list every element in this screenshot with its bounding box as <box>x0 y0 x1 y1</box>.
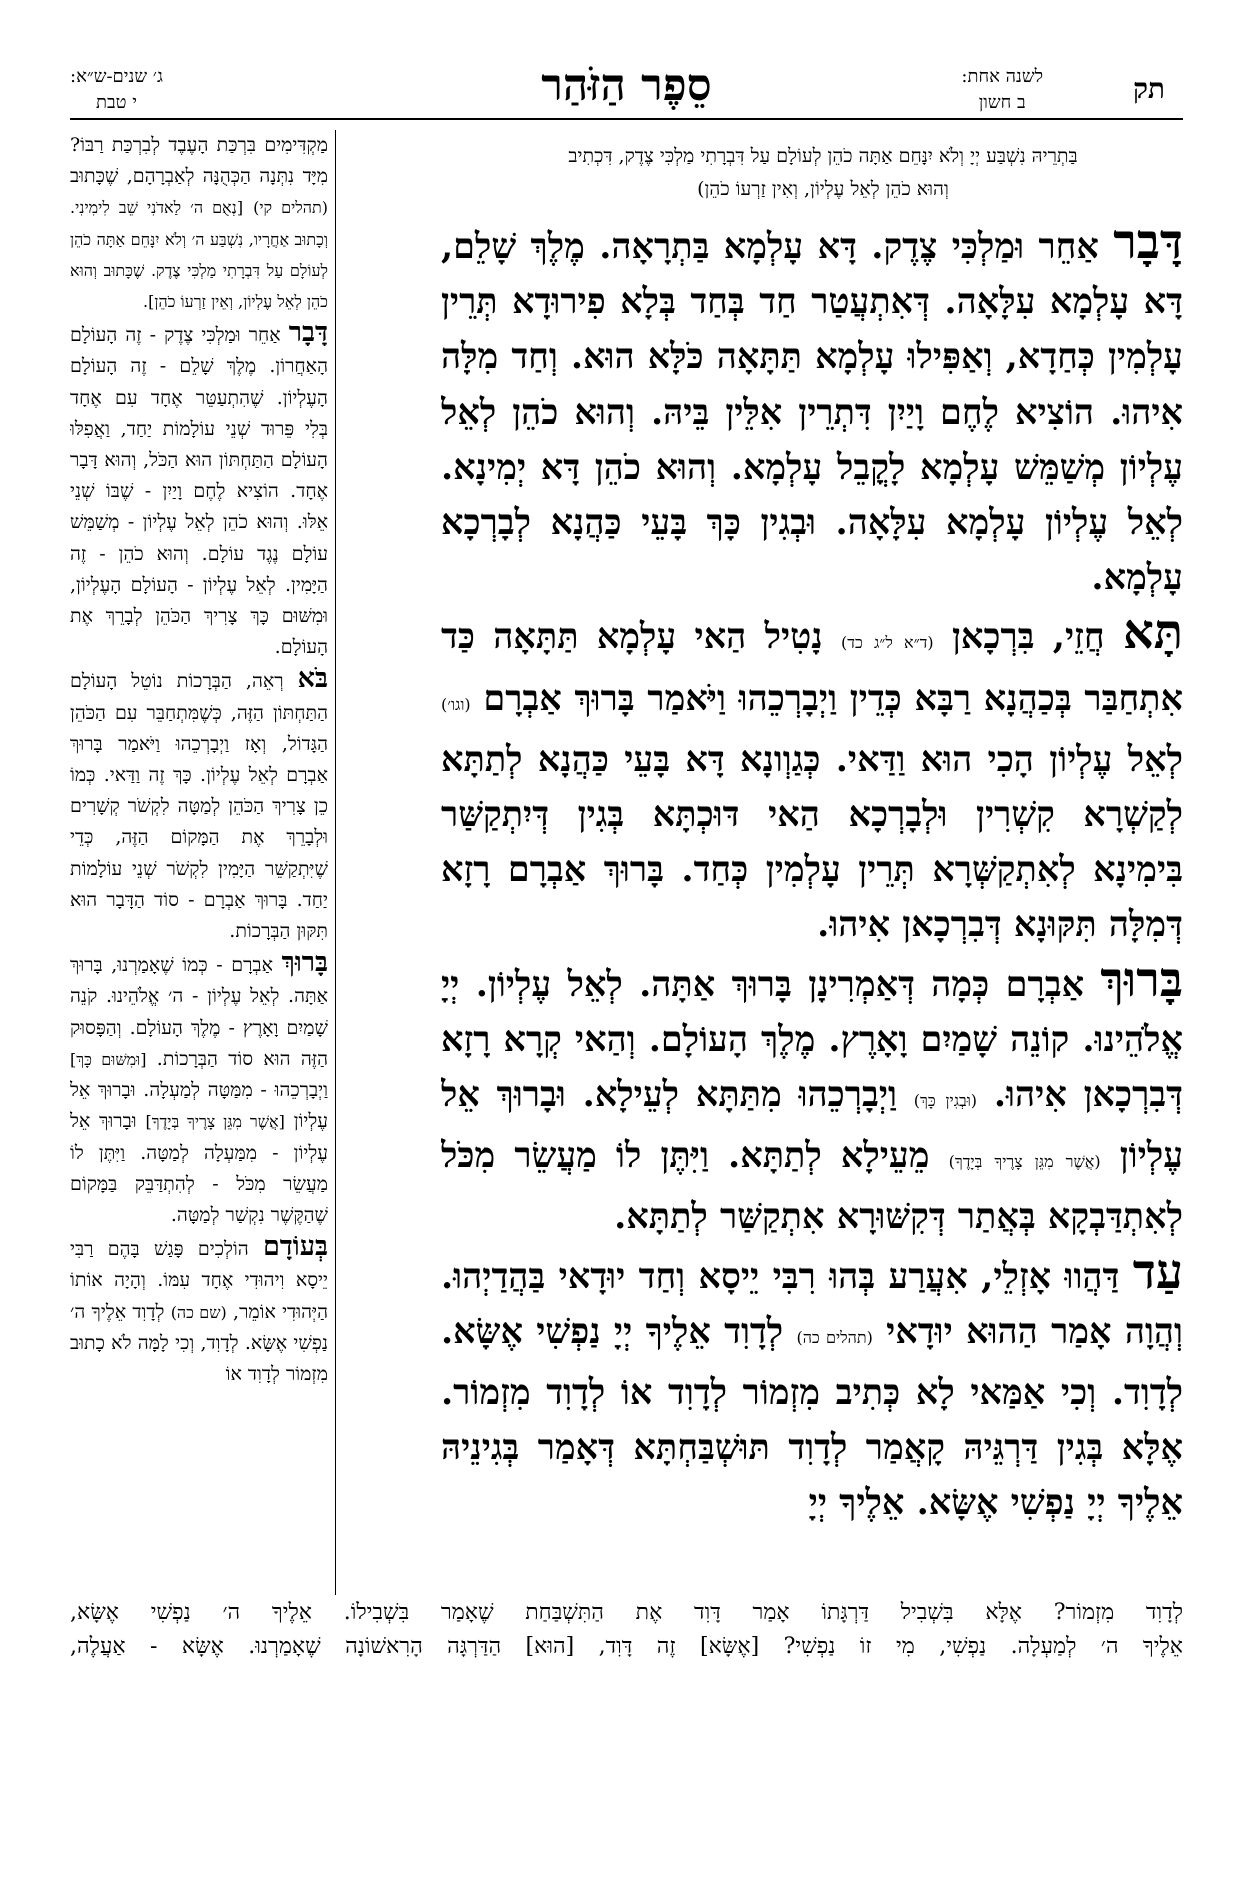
side-paragraph-1 <box>70 317 328 663</box>
opening-word: עַד <box>1132 1243 1183 1300</box>
paragraph-text: וּבָרוּךְ אֵל עֶלְיוֹן - מִמַּעְלָה לְמַטָּה. וַיִּתֶּן לוֹ מַעֲשֵׂר מִכֹּל - לְהִתְדַּבֵּק בַּמָּקוֹם שֶׁהַקֶּשֶׁר נִקְשַׁר לְמַטָּה. <box>70 1110 328 1226</box>
column-divider <box>335 130 336 1595</box>
source-reference: (תהלים קי) <box>253 198 328 218</box>
main-paragraph-3 <box>441 953 1183 1245</box>
page-number: תק <box>1132 72 1165 105</box>
paragraph-text: נָטִיל הַאי עָלְמָא תַּתָּאָה כַּד אִתְחַבַּר בְּכַהֲנָא רַבָּא כְּדֵין וַיְבָרְכֵהוּ וַיֹּאמַר בָּרוּךְ אַבְרָם <box>441 616 1183 719</box>
header-left-dates <box>70 64 163 116</box>
bottom-line-1: לְדָוִד מִזְמוֹר? אֶלָּא בִּשְׁבִיל דַּרְגָּתוֹ אָמַר דָּוִד אֶת הַתִּשְׁבַּחַת שֶׁאָמַר בִּשְׁבִילוֹ. אֵלֶיךָ ה׳ נַפְשִׁי אֶשָּׂא, <box>70 1600 1183 1625</box>
side-paragraph-4 <box>70 1231 328 1390</box>
source-reference: (ד״א ל״ג כד) <box>841 633 934 653</box>
opening-word: בָּרוּךְ <box>1100 951 1183 1008</box>
source-reference: (וגו׳) <box>441 694 471 714</box>
paragraph-text: אַבְרָם כְּמָה דְּאַמְרִינָן בָּרוּךְ אַתָּה. לְאֵל עֶלְיוֹן. יְיָ אֱלֹהֵינוּ. קוֹנֵה שָׁמַיִם וָאָרֶץ. מֶלֶךְ הָעוֹלָם. וְהַאי קְרָא רָזָא דְּבִרְכָאן אִיהוּ. <box>441 963 1183 1116</box>
opening-word: בָּרוּךְ <box>281 947 328 979</box>
paragraph-text: לְאֵל עֶלְיוֹן הָכִי הוּא וַדַּאי. כְּגַוְונָא דָּא בָּעֵי כַּהֲנָא לְתַתָּא לְקַשְׁרָא קִשְׁרִין וּלְבָרְכָא הַאי דּוּכְתָּא בְּגִין דְּיִתְקַשַּׁר בִּימִינָא לְאִתְקַשְּׁרָא תְּרֵין עָלְמִין כְּחַד. בָּרוּךְ אַבְרָם רָזָא דְּמִלָּה תִּקּוּנָא דְּבִרְכָאן אִיהוּ. <box>441 738 1183 946</box>
opening-word: דָּבָר <box>1113 215 1183 270</box>
paragraph-text: רְאֵה, הַבְּרָכוֹת נוֹטֵל הָעוֹלָם הַתַּחְתּוֹן הַזֶּה, כְּשֶׁמִּתְחַבֵּר עִם הַכֹּהֵן הַגָּדוֹל, וְאָז וַיְבָרְכֵהוּ וַיֹּאמַר בָּרוּךְ אַבְרָם לְאֵל עֶלְיוֹן. כָּךְ זֶה וַדַּאי. כְּמוֹ כֵן צָרִיךְ הַכֹּהֵן לְמַטָּה לִקְשֹׁר קְשָׁרִים וּלְבָרֵךְ אֶת הַמָּקוֹם הַזֶּה, כְּדֵי שֶׁיִּתְקַשֵּׁר הַיָּמִין לִקְשֹׁר שְׁנֵי עוֹלָמוֹת יַחַד. בָּרוּךְ אַבְרָם - סוֹד הַדָּבָר הוּא תִּקּוּן הַבְּרָכוֹת. <box>70 670 328 943</box>
paragraph-text: לְדָוִד אֵלֶיךָ יְיָ נַפְשִׁי אֶשָּׂא. לְדָוִד. וְכִי אַמַּאי לָא כְּתִיב מִזְמוֹר לְדָוִד אוֹ לְדָוִד מִזְמוֹר. אֶלָּא בְּגִין דַּרְגֵּיהּ קָאֲמַר לְדָוִד תּוּשְׁבַּחְתָּא דְּאָמַר בְּגִינֵיהּ אֵלֶיךָ יְיָ נַפְשִׁי אֶשָּׂא. אֵלֶיךָ יְיָ <box>441 1310 1183 1524</box>
opening-word: בֹּא <box>297 663 328 695</box>
opening-word: בְּעוֹדָם <box>262 1231 328 1263</box>
top-note-line2: וְהוּא כֹהֵן לְאֵל עֶלְיוֹן, וְאִין זַרְעוֹ כֹהֵן) <box>697 178 949 200</box>
opening-word: תָּא <box>1122 604 1183 661</box>
paragraph-text: אַחֵר וּמַלְכִּי צֶדֶק - זֶה הָעוֹלָם הָאַחֲרוֹן. מֶלֶךְ שָׁלֵם - זֶה הָעוֹלָם הָעֶלְיוֹן. שֶׁהִתְעַטֵּר אֶחָד עִם אֶחָד בְּלִי פֵּרוּד שְׁנֵי עוֹלָמוֹת יַחַד, וַאֲפִלּוּ הָעוֹלָם הַתַּחְתּוֹן הוּא הַכֹּל, וְהוּא דָּבָר אֶחָד. הוֹצִיא לֶחֶם וָיַיִן - שֶׁבּוֹ שְׁנֵי אֵלּוּ. וְהוּא כֹהֵן לְאֵל עֶלְיוֹן - מְשַׁמֵּשׁ עוֹלָם נֶגֶד עוֹלָם. וְהוּא כֹהֵן - זֶה הַיָּמִין. לְאֵל עֶלְיוֹן - הָעוֹלָם הָעֶלְיוֹן, וּמִשּׁוּם כָּךְ צָרִיךְ הַכֹּהֵן לְבָרֵךְ אֶת הָעוֹלָם. <box>70 324 328 659</box>
aramaic-main-column <box>441 215 1183 1590</box>
top-note-line1: בַּתְרֵיהּ נִשְׁבַּע יְיָ וְלֹא יִנָּחֵם אַתָּה כֹהֵן לְעוֹלָם עַל דִּבְרָתִי מַלְכִּי צֶדֶק, דִּכְתִיב <box>568 145 1078 167</box>
page-header <box>0 58 1253 118</box>
paragraph-text: וַיְבָרְכֵהוּ - מִמַּטָּה לְמַעְלָה. וּבָרוּךְ אֵל עֶלְיוֹן <box>70 1079 328 1133</box>
main-paragraph-2 <box>441 605 1183 952</box>
source-reference: (שם כה) <box>170 1302 227 1322</box>
paragraph-text: הוֹלְכִים פָּגַשׁ בָּהֶם רַבִּי יֵיסָא וִיהוּדִי אֶחָד עִמּוֹ. וְהָיָה אוֹתוֹ הַיְּהוּדִי אוֹמֵר, <box>70 1238 328 1323</box>
side-paragraph-0 <box>70 130 328 317</box>
paragraph-text: מַקְדִּימִים בִּרְכַּת הָעֶבֶד לְבִרְכַּת רַבּוֹ? מִיָּד נִתְּנָה הַכְּהֻנָּה לְאַבְרָהָם, שֶׁכָּתוּב <box>70 134 328 188</box>
main-paragraph-1 <box>441 215 1183 605</box>
header-left-line1: ג׳ שנים-ש״א: <box>70 66 163 87</box>
header-left-line2: י טבת <box>95 92 137 113</box>
top-note <box>463 140 1183 206</box>
source-reference: (אֲשֶׁר מִגֵּן צָרֶיךָ בְּיָדֶךָ) <box>948 1152 1101 1172</box>
bracketed-note: [אֲשֶׁר מִגֵּן צָרֶיךָ בְּיָדֶךָ] <box>145 1112 285 1132</box>
paragraph-text: וַיְבָרְכֵהוּ מִתַּתָּא לְעֵילָא. וּבָרוּךְ אֵל עֶלְיוֹן <box>441 1074 1183 1177</box>
side-paragraph-3 <box>70 947 328 1231</box>
paragraph-text: אַחֵר וּמַלְכִּי צֶדֶק. דָּא עָלְמָא בַּתְרָאָה. מֶלֶךְ שָׁלֵם, דָּא עָלְמָא עִלָּאָה. דְּאִתְעֲטַר חַד בְּחַד בְּלָא פִירוּדָא תְּרֵין עָלְמִין כְּחַדָא, וְאַפִּילוּ עָלְמָא תַּתָּאָה כֹּלָּא הוּא. וְחַד מִלָּה אִיהוּ. הוֹצִיא לֶחֶם וָיַיִן דִּתְרֵין אִלֵּין בֵּיהּ. וְהוּא כֹהֵן לְאֵל עֶלְיוֹן מְשַׁמֵּשׁ עָלְמָא לָקֳבֵל עָלְמָא. וְהוּא כֹהֵן דָּא יְמִינָא. לְאֵל עֶלְיוֹן עָלְמָא עִלָּאָה. וּבְגִין כָּךְ בָּעֵי כַּהֲנָא לְבָרְכָא עָלְמָא. <box>441 226 1183 599</box>
hebrew-translation-column <box>70 130 328 1600</box>
header-rule <box>70 118 1183 120</box>
source-reference: (תהלים כה) <box>796 1327 873 1347</box>
header-right-line2: ב חשון <box>978 92 1026 113</box>
bracketed-note: [נְאֻם ה׳ לַאדֹנִי שֵׁב לִימִינִי. וְכָתוּב אַחֲרָיו, נִשְׁבַּע ה׳ וְלֹא יִנָּחֵם אַתָּה כֹהֵן לְעוֹלָם עַל דִּבְרָתִי מַלְכִּי צֶדֶק. שֶׁכָּתוּב וְהוּא כֹהֵן לְאֵל עֶלְיוֹן, וְאֵין זַרְעוֹ כֹהֵן]. <box>70 198 328 312</box>
header-right-line1: לשנה אחת: <box>961 66 1043 87</box>
bottom-continuation <box>70 1596 1183 1664</box>
paragraph-text: אַבְרָם - כְּמוֹ שֶׁאָמַרְנוּ, בָּרוּךְ אַתָּה. לְאֵל עֶלְיוֹן - ה׳ אֱלֹהֵינוּ. קֹנֵה שָׁמַיִם וָאָרֶץ - מֶלֶךְ הָעוֹלָם. וְהַפָּסוּק הַזֶּה הוּא סוֹד הַבְּרָכוֹת. <box>70 954 328 1070</box>
source-reference: (וּבְגִין כָּךְ) <box>913 1091 978 1111</box>
paragraph-text: לְדָוִד אֵלֶיךָ ה׳ נַפְשִׁי אֶשָּׂא. לְדָוִד, וְכִי לָמָּה לֹא כָתוּב מִזְמוֹר לְדָוִד אוֹ <box>70 1300 328 1385</box>
main-paragraph-4 <box>441 1245 1183 1531</box>
book-title: סֵפֶר הַזֹּהַר <box>541 60 712 111</box>
opening-word: דָּבָר <box>288 317 328 349</box>
side-paragraph-2 <box>70 663 328 947</box>
bottom-line-2: אֵלֶיךָ ה׳ לְמַעְלָה. נַפְשִׁי, מִי זוֹ נַפְשִׁי? [אֶשָּׂא] זֶה דָּוִד, [הוּא] הַדַּרְגָּה הָרִאשׁוֹנָה שֶׁאָמַרְנוּ. אֶשָּׂא - אַעֲלֶה, <box>70 1634 1183 1659</box>
bracketed-note: [וּמִשּׁוּם כָּךְ] <box>70 1049 147 1069</box>
paragraph-text: מֵעֵילָא לְתַתָּא. וַיִּתֶּן לוֹ מַעֲשֵׂר מִכֹּל לְאִתְדַּבְקָא בְּאֲתַר דְּקִשּׁוּרָא אִתְקַשַּׁר לְתַתָּא. <box>441 1135 1183 1238</box>
paragraph-text: דַּהֲווּ אָזְלֵי, אִעֲרַע בְּהוּ רִבִּי יֵיסָא וְחַד יוּדָאי בַּהֲדַיְהוּ. וְהֲוָה אָמַר הַהוּא יוּדָאי <box>441 1255 1183 1352</box>
paragraph-text: חֲזֵי, בִּרְכָאן <box>951 616 1105 658</box>
